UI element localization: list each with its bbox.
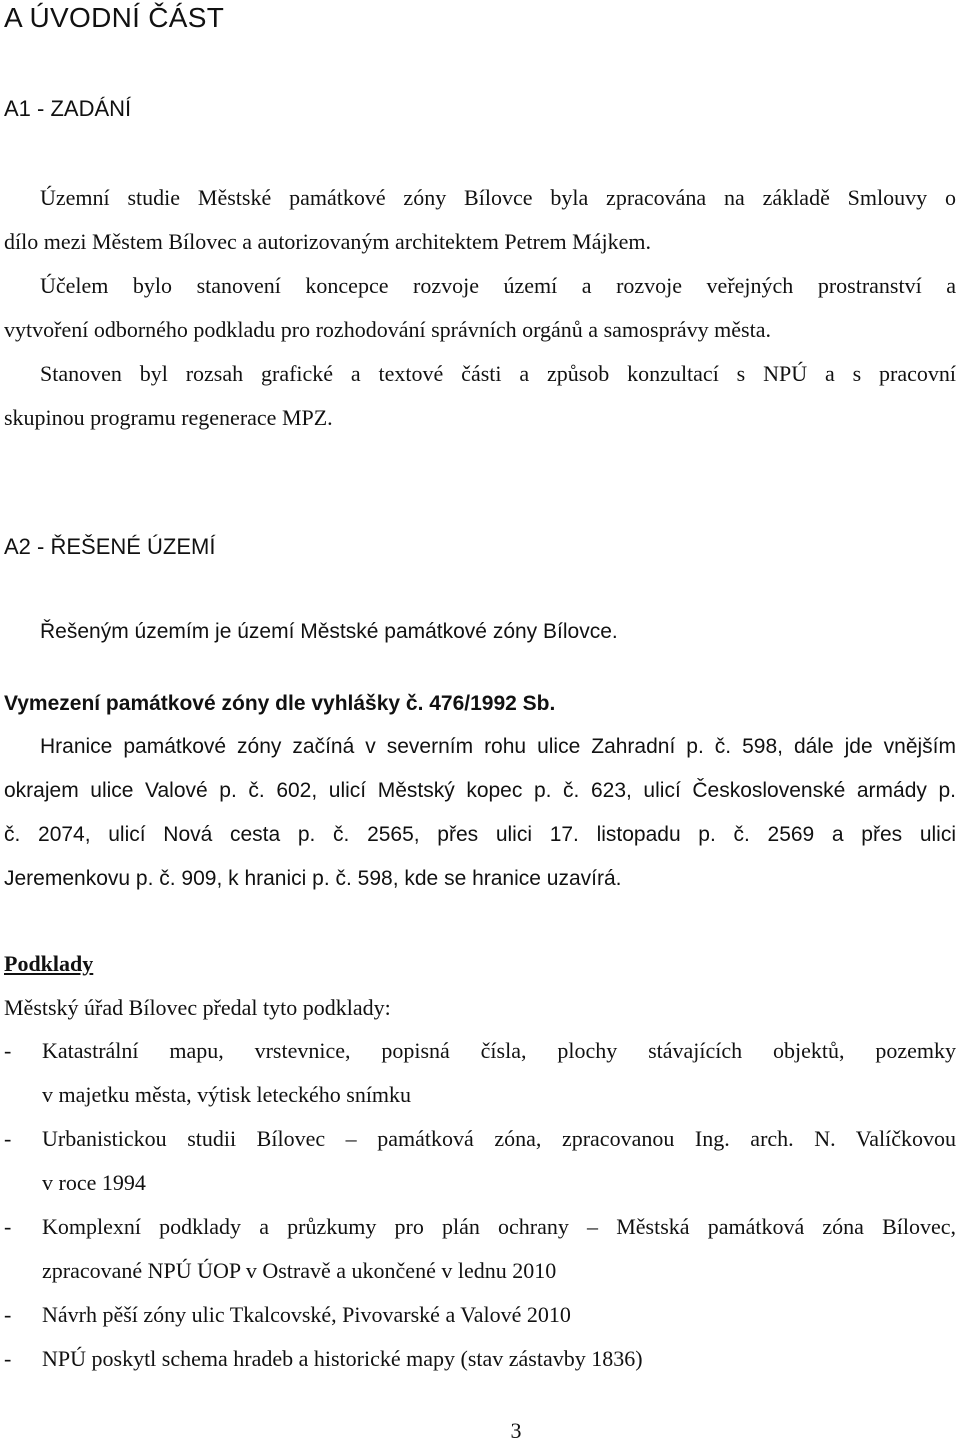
list-dash: - xyxy=(4,1126,12,1151)
list-item xyxy=(4,1293,956,1337)
vymezeni-heading-text: Vymezení památkové zóny dle vyhlášky č. 476/1992 Sb. xyxy=(4,692,556,715)
list-item-line-1: Návrh pěší zóny ulic Tkalcovské, Pivovarské a Valové 2010 xyxy=(42,1302,571,1327)
vymezeni-line-4: Jeremenkovu p. č. 909, k hranici p. č. 598, kde se hranice uzavírá. xyxy=(4,867,622,890)
a1-paragraph xyxy=(4,176,956,440)
a1-line-5: Stanoven byl rozsah grafické a textové části a způsob konzultací s NPÚ a s pracovní xyxy=(40,361,956,386)
list-dash: - xyxy=(4,1214,12,1239)
list-item-line-2: v roce 1994 xyxy=(42,1170,146,1195)
vymezeni-line-2: okrajem ulice Valové p. č. 602, ulicí Městský kopec p. č. 623, ulicí Československé armády p. xyxy=(4,779,956,802)
list-item xyxy=(4,1337,956,1381)
vymezeni-line-1: Hranice památkové zóny začíná v severním rohu ulice Zahradní p. č. 598, dále jde vnějším xyxy=(40,735,956,758)
a1-line-2: dílo mezi Městem Bílovec a autorizovaným architektem Petrem Májkem. xyxy=(4,229,651,254)
a1-line-6: skupinou programu regenerace MPZ. xyxy=(4,405,333,430)
podklady-heading xyxy=(4,942,956,986)
list-dash: - xyxy=(4,1302,12,1327)
a1-line-4: vytvoření odborného podkladu pro rozhodování správních orgánů a samosprávy města. xyxy=(4,317,771,342)
section-a2-title: A2 - ŘEŠENÉ ÚZEMÍ xyxy=(4,534,216,559)
vymezeni-line-3: č. 2074, ulicí Nová cesta p. č. 2565, přes ulici 17. listopadu p. č. 2569 a přes ulici xyxy=(4,823,956,846)
list-item xyxy=(4,1117,956,1205)
a2-intro-line: Řešeným územím je území Městské památkové zóny Bílovce. xyxy=(40,620,618,643)
list-item-line-2: v majetku města, výtisk leteckého snímku xyxy=(42,1082,412,1107)
list-item-line-1: NPÚ poskytl schema hradeb a historické mapy (stav zástavby 1836) xyxy=(42,1346,643,1371)
a1-line-3: Účelem bylo stanovení koncepce rozvoje území a rozvoje veřejných prostranství a xyxy=(40,273,956,298)
list-item-line-1: Urbanistickou studii Bílovec – památková zóna, zpracovanou Ing. arch. N. Valíčkovou xyxy=(42,1126,956,1151)
list-dash: - xyxy=(4,1038,12,1063)
list-item xyxy=(4,1029,956,1117)
podklady-intro xyxy=(4,986,956,1030)
a2-intro xyxy=(4,610,956,654)
list-dash: - xyxy=(4,1346,12,1371)
podklady-heading-text: Podklady xyxy=(4,951,94,976)
page-number: 3 xyxy=(510,1418,522,1443)
list-item xyxy=(4,1205,956,1293)
list-item-line-2: zpracované NPÚ ÚOP v Ostravě a ukončené v lednu 2010 xyxy=(42,1258,557,1283)
vymezeni-heading xyxy=(4,682,956,726)
main-title: A ÚVODNÍ ČÁST xyxy=(4,2,225,33)
podklady-intro-text: Městský úřad Bílovec předal tyto podklady: xyxy=(4,995,391,1020)
section-a1-title: A1 - ZADÁNÍ xyxy=(4,96,132,121)
list-item-line-1: Komplexní podklady a průzkumy pro plán ochrany – Městská památková zóna Bílovec, xyxy=(42,1214,956,1239)
a1-line-1: Územní studie Městské památkové zóny Bílovce byla zpracována na základě Smlouvy o xyxy=(40,185,956,210)
vymezeni-paragraph xyxy=(4,725,956,901)
list-item-line-1: Katastrální mapu, vrstevnice, popisná čísla, plochy stávajících objektů, pozemky xyxy=(42,1038,956,1063)
podklady-list xyxy=(4,1029,956,1381)
